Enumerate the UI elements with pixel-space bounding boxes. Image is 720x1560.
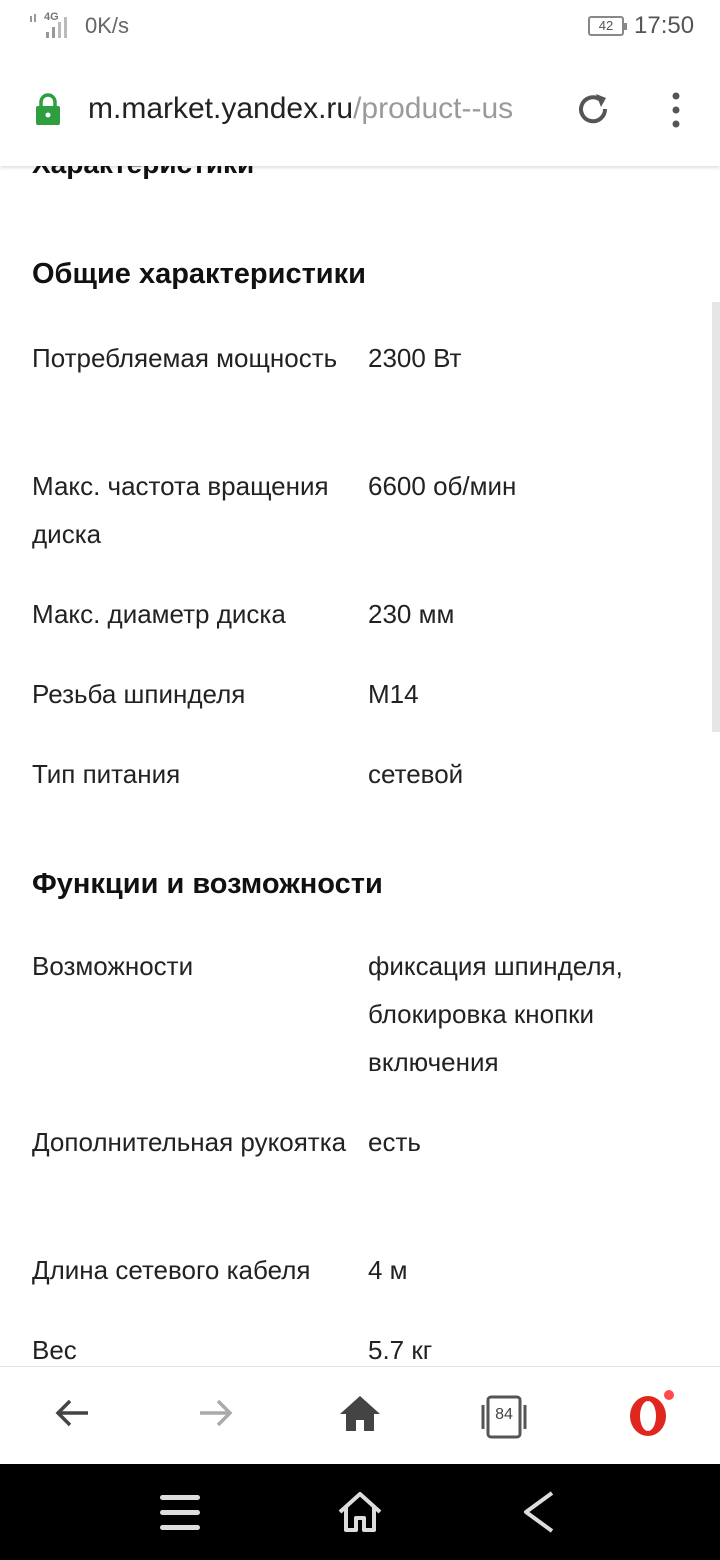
browser-toolbar [0, 1366, 720, 1465]
spec-value: 230 мм [368, 599, 455, 629]
tabs-button[interactable] [480, 1395, 528, 1439]
spec-label: Макс. частота вращения диска [32, 471, 329, 549]
page-content [0, 166, 720, 1366]
spec-value: есть [368, 1127, 421, 1157]
spec-label: Тип питания [32, 759, 181, 789]
tab-count: 84 [495, 1406, 513, 1423]
spec-value: сетевой [368, 759, 464, 789]
spec-value: 4 м [368, 1255, 408, 1285]
reload-icon[interactable] [574, 90, 612, 128]
spec-label: Резьба шпинделя [32, 679, 246, 709]
spec-label: Потребляемая мощность [32, 343, 338, 373]
battery-level: 42 [598, 18, 614, 33]
url-host: m.market.yandex.ru [88, 92, 354, 125]
back-arrow-icon[interactable] [52, 1393, 92, 1433]
home-outline-icon[interactable] [336, 1490, 384, 1534]
opera-logo-icon[interactable] [624, 1389, 678, 1439]
status-bar [0, 0, 720, 56]
network-type: 4G [44, 11, 59, 23]
section-title-general: Общие характеристики [32, 258, 366, 290]
spec-value: 5.7 кг [368, 1335, 433, 1365]
spec-label: Возможности [32, 951, 194, 981]
lock-icon[interactable] [34, 92, 62, 126]
system-navigation-bar [0, 1464, 720, 1560]
spec-value: 6600 об/мин [368, 471, 517, 501]
section-title-features: Функции и возможности [32, 868, 383, 900]
more-menu-icon[interactable] [668, 92, 684, 128]
battery-icon [588, 16, 624, 36]
spec-value: фиксация шпинделя, блокировка кнопки включения [368, 951, 623, 1077]
net-speed: 0K/s [85, 13, 130, 38]
scrollbar[interactable] [712, 302, 720, 732]
clock: 17:50 [634, 12, 695, 39]
home-icon[interactable] [338, 1393, 382, 1433]
forward-arrow-icon[interactable] [196, 1393, 236, 1433]
url-path: /product--us [353, 92, 514, 125]
spec-label: Длина сетевого кабеля [32, 1255, 311, 1285]
spec-value: 2300 Вт [368, 343, 462, 373]
back-triangle-icon[interactable] [518, 1490, 558, 1534]
spec-label: Вес [32, 1335, 77, 1365]
spec-value: M14 [368, 679, 419, 709]
address-bar [0, 56, 720, 166]
spec-label: Дополнительная рукоятка [32, 1127, 347, 1157]
menu-lines-icon[interactable] [158, 1492, 202, 1534]
spec-label: Макс. диаметр диска [32, 599, 286, 629]
url-field[interactable] [88, 92, 548, 126]
